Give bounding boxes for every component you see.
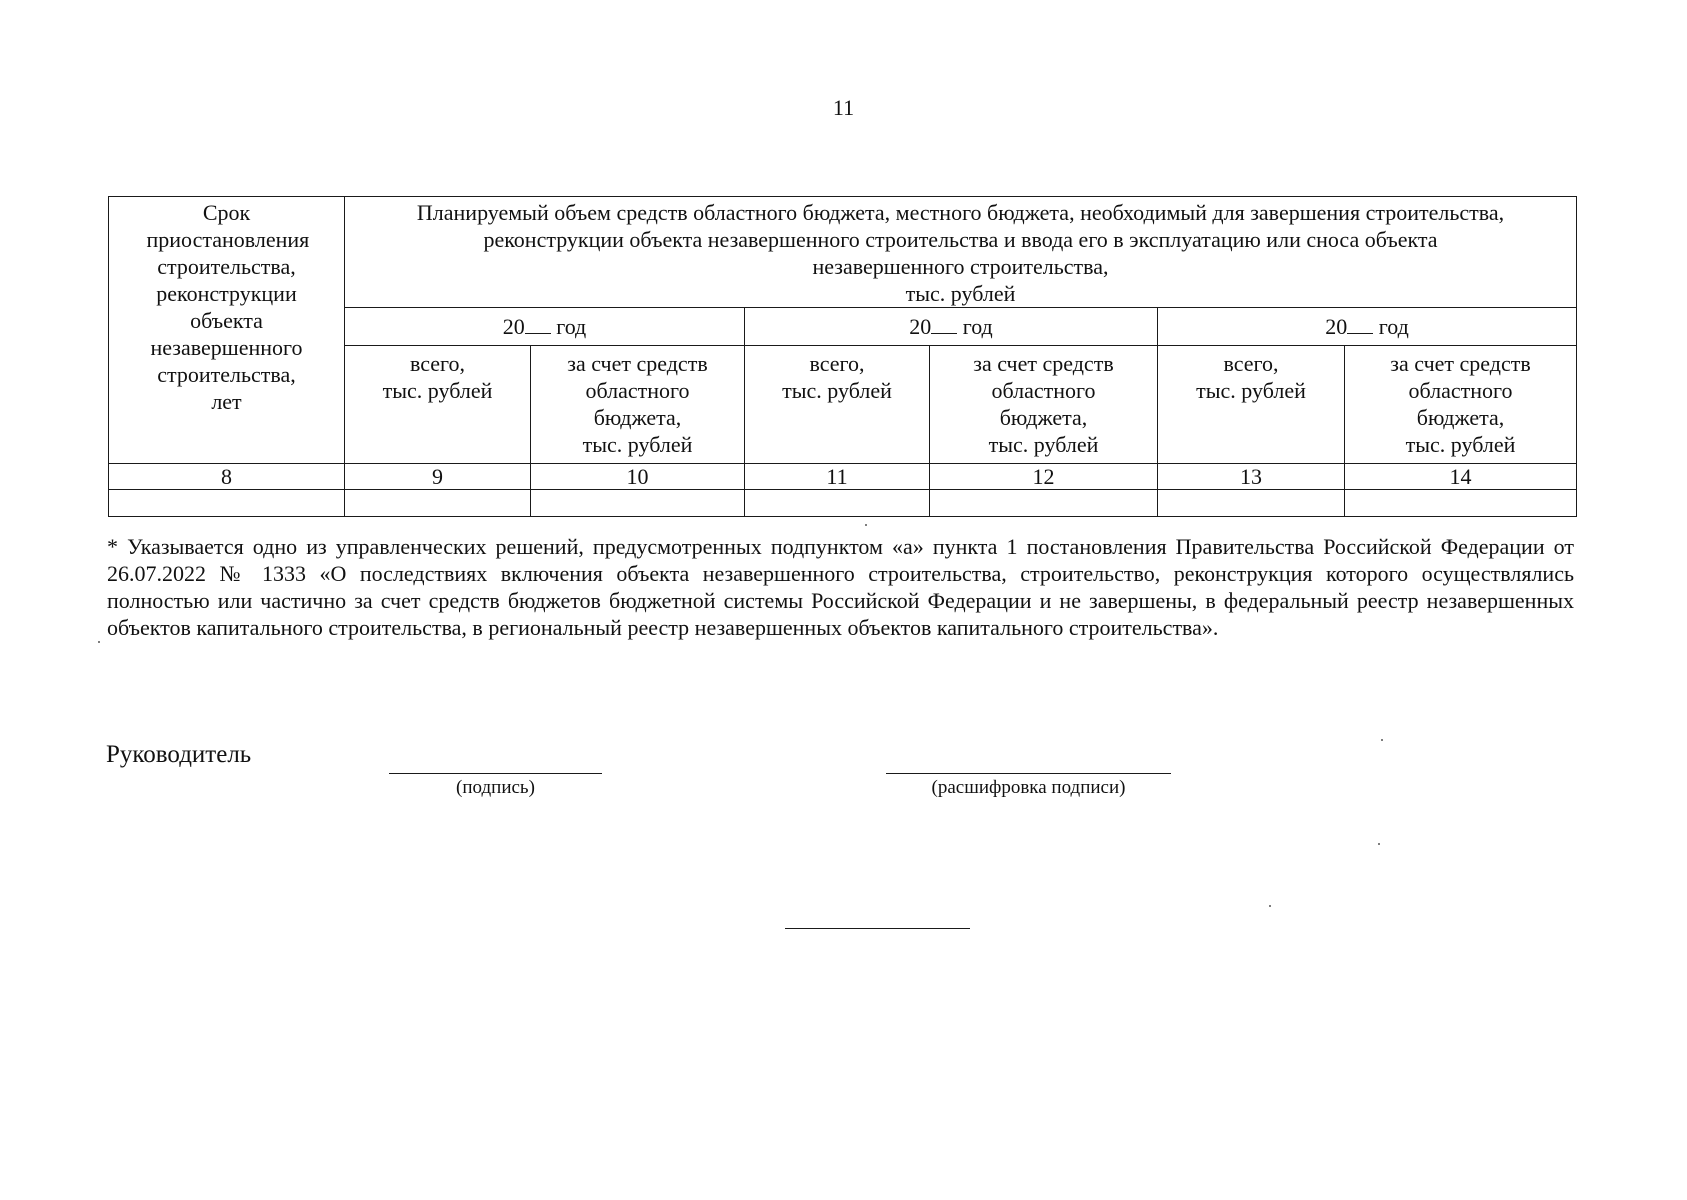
- empty-cell: [109, 490, 345, 517]
- column-number-10: 10: [531, 464, 745, 490]
- empty-data-row: [109, 490, 1577, 517]
- column-number-9: 9: [345, 464, 531, 490]
- subheader-regional-line-1: за счет средств: [1390, 351, 1531, 376]
- scan-speck: [1269, 905, 1271, 907]
- decoding-caption: (расшифровка подписи): [931, 777, 1126, 798]
- subheader-regional-line-2: областного: [585, 378, 690, 403]
- year-suffix: год: [556, 314, 587, 339]
- empty-cell: [745, 490, 930, 517]
- year-blank: [1347, 315, 1373, 334]
- decoding-line: [886, 773, 1171, 774]
- empty-cell: [531, 490, 745, 517]
- empty-cell: [1345, 490, 1577, 517]
- year-prefix: 20: [909, 314, 932, 339]
- scan-speck: [1378, 843, 1380, 845]
- subheader-total-line-1: всего,: [809, 351, 865, 376]
- column-number-row: [109, 464, 1577, 490]
- header-suspension-term: [109, 197, 345, 464]
- head-label: Руководитель: [106, 741, 252, 768]
- header-planned-volume-line-3: незавершенного строительства,: [812, 254, 1109, 279]
- header-suspension-term-text: Срок приостановления строительства, реконструкции объекта незавершенного строительства, лет: [146, 200, 310, 414]
- year-suffix: год: [1378, 314, 1409, 339]
- page-number: 11: [832, 95, 855, 120]
- header-planned-volume-line-4: тыс. рублей: [905, 281, 1016, 306]
- year-blank: [525, 315, 551, 334]
- subheader-regional-line-1: за счет средств: [973, 351, 1114, 376]
- header-planned-volume: [345, 197, 1577, 308]
- subheader-regional-1: [531, 346, 745, 464]
- subheader-regional-line-3: бюджета,: [999, 405, 1088, 430]
- scan-speck: [1381, 739, 1383, 741]
- subheader-total-3: [1158, 346, 1345, 464]
- subheader-regional-line-1: за счет средств: [567, 351, 708, 376]
- budget-table: [108, 196, 1577, 517]
- subheader-total-1: [345, 346, 531, 464]
- header-planned-volume-line-1: Планируемый объем средств областного бюджета, местного бюджета, необходимый для завершения строительства,: [416, 200, 1505, 225]
- column-number-11: 11: [745, 464, 930, 490]
- subheader-regional-line-2: областного: [991, 378, 1096, 403]
- signature-line: [389, 773, 602, 774]
- subheader-regional-line-2: областного: [1408, 378, 1513, 403]
- column-number-13: 13: [1158, 464, 1345, 490]
- subheader-total-line-1: всего,: [409, 351, 466, 376]
- header-planned-volume-line-2: реконструкции объекта незавершенного строительства и ввода его в эксплуатацию или сноса объекта: [483, 227, 1438, 252]
- subheader-total-line-2: тыс. рублей: [382, 378, 493, 403]
- subheader-regional-2: [930, 346, 1158, 464]
- year-suffix: год: [962, 314, 993, 339]
- empty-cell: [1158, 490, 1345, 517]
- table-header-row: [109, 197, 1577, 308]
- empty-cell: [930, 490, 1158, 517]
- subheader-regional-line-4: тыс. рублей: [988, 432, 1099, 457]
- subheader-total-line-1: всего,: [1223, 351, 1279, 376]
- year-prefix: 20: [1325, 314, 1348, 339]
- closing-separator-line: [785, 928, 970, 929]
- signature-caption: (подпись): [456, 777, 535, 798]
- scan-speck: [98, 641, 100, 643]
- year-prefix: 20: [502, 314, 525, 339]
- column-number-12: 12: [930, 464, 1158, 490]
- subheader-regional-line-3: бюджета,: [1416, 405, 1505, 430]
- empty-cell: [345, 490, 531, 517]
- year-header-2: [745, 308, 1158, 346]
- year-header-1: [345, 308, 745, 346]
- year-header-3: [1158, 308, 1577, 346]
- subheader-total-line-2: тыс. рублей: [1196, 378, 1306, 403]
- subheader-regional-3: [1345, 346, 1577, 464]
- column-number-8: 8: [109, 464, 345, 490]
- column-number-14: 14: [1345, 464, 1577, 490]
- year-blank: [931, 315, 957, 334]
- footnote: * Указывается одно из управленческих решений, предусмотренных подпунктом «а» пункта 1 постановления Правительства Российской Федерации от 26.07.2022 № 1333 «О последствиях включения объекта незавершенного строительства, строительство, реконструкция которого осуществлялись полностью или частично за счет средств бюджетов бюджетной системы Российской Федерации и не завершены, в федеральный реестр незавершенных объектов капитального строительства, в региональный реестр незавершенных объектов капитального строительства».: [107, 534, 1574, 640]
- subheader-regional-line-3: бюджета,: [593, 405, 682, 430]
- subheader-total-2: [745, 346, 930, 464]
- scan-speck: [865, 524, 867, 526]
- subheader-regional-line-4: тыс. рублей: [1405, 432, 1516, 457]
- subheader-regional-line-4: тыс. рублей: [582, 432, 693, 457]
- subheader-total-line-2: тыс. рублей: [782, 378, 892, 403]
